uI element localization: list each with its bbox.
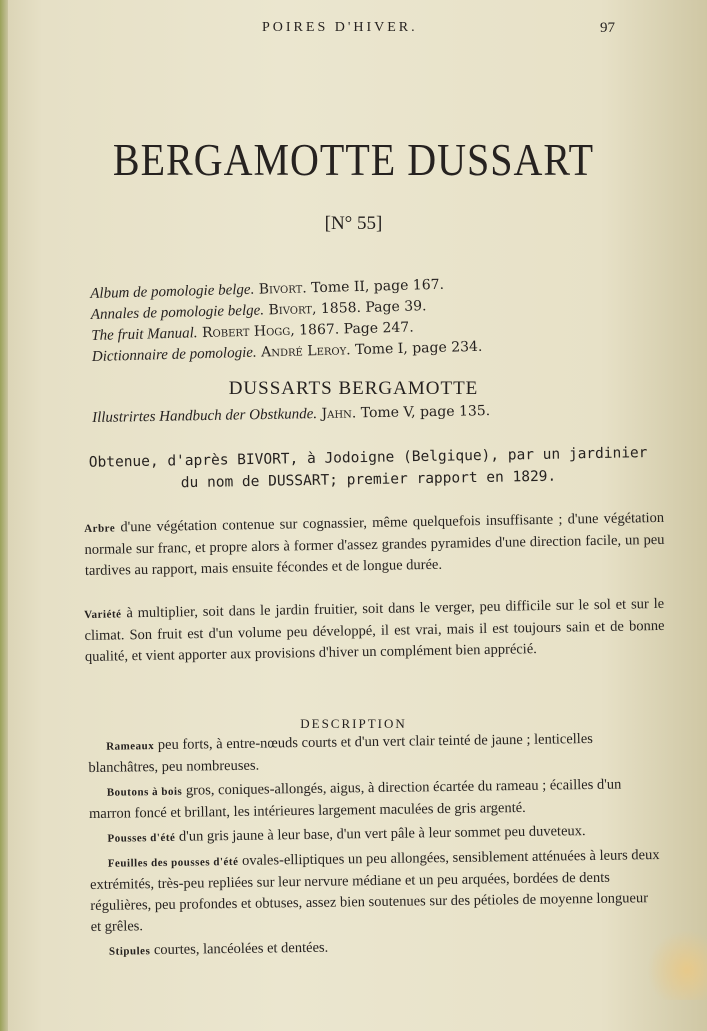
description-lead: Feuilles des pousses d'été <box>107 855 239 870</box>
reference-work: Annales de pomologie belge. <box>90 302 265 323</box>
page-number: 97 <box>600 20 615 36</box>
arbre-paragraph <box>84 508 665 582</box>
synonym-reference <box>92 403 490 427</box>
synonym-detail: Tome V, page 135. <box>360 403 491 422</box>
origin-note <box>78 442 659 496</box>
arbre-text: d'une végétation contenue sur cognassier, même quelquefois insuffisante ; d'une végétation normale sur franc, et propre alors à former d'assez grandes pyramides d'une direction facile, un peu tardives au rapport, mais ensuite fécondes et de longue durée. <box>84 509 665 579</box>
origin-line-1: Obtenue, d'après BIVORT, à Jodoigne (Belgique), par un jardinier <box>88 445 648 471</box>
description-lead: Stipules <box>108 945 151 958</box>
description-lead: Rameaux <box>106 740 155 753</box>
description-item <box>88 728 659 779</box>
reference-author: Robert Hogg, <box>201 322 295 342</box>
reference-detail: Tome I, page 234. <box>354 338 483 359</box>
description-item <box>91 933 661 963</box>
description-item <box>90 845 661 938</box>
synonym-work: Illustrirtes Handbuch der Obstkunde. <box>92 406 318 426</box>
description-section <box>88 728 661 966</box>
variete-text: à multiplier, soit dans le jardin fruitier, soit dans le verger, peu difficile sur le sol et sur le climat. Son fruit est d'un volume peu développé, il est vrai, mais il est toujours sain et de bonne qualité, et vient apporter aux provisions d'hiver un complément bien apprécié. <box>84 595 665 665</box>
reference-work: Album de pomologie belge. <box>90 281 255 302</box>
variety-title: BERGAMOTTE DUSSART <box>112 133 595 186</box>
page-stain <box>647 930 707 1000</box>
reference-work: Dictionnaire de pomologie. <box>91 344 257 365</box>
reference-detail: 1867. Page 247. <box>298 319 414 339</box>
description-lead: Pousses d'été <box>107 831 176 845</box>
references-list <box>90 269 652 368</box>
reference-author: Bivort, <box>268 301 317 319</box>
description-text: d'un gris jaune à leur base, d'un vert pâle à leur sommet peu duveteux. <box>178 823 586 845</box>
synonym-title: DUSSARTS BERGAMOTTE <box>228 378 479 399</box>
variete-lead: Variété <box>84 608 122 621</box>
description-text: courtes, lancéolées et dentées. <box>153 939 329 959</box>
description-lead: Boutons à bois <box>106 785 183 799</box>
description-text: peu forts, à entre-nœuds courts et d'un vert clair teinté de jaune ; lenticelles blanchâtres, peu nombreuses. <box>88 730 593 776</box>
description-heading: DESCRIPTION <box>300 716 407 731</box>
reference-author: Bivort. <box>258 280 307 298</box>
running-head <box>0 20 707 40</box>
arbre-lead: Arbre <box>84 522 116 535</box>
description-text: gros, coniques-allongés, aigus, à direction écartée du rameau ; écailles d'un marron foncé et brillant, les intérieures largement maculées de gris argenté. <box>88 776 622 822</box>
reference-work: The fruit Manual. <box>91 325 198 344</box>
description-text: ovales-elliptiques un peu allongées, sensiblement atténuées à leurs deux extrémités, très-peu repliées sur leur nervure médiane et un peu arquées, bordées de dents régulières, peu profondes et obtuses, assez bien soutenues sur des pétioles de moyenne longueur et grêles. <box>89 847 660 935</box>
description-item <box>89 774 660 825</box>
variety-number: [N° 55] <box>324 213 383 234</box>
origin-line-2: du nom de DUSSART; premier rapport en 1829. <box>180 468 557 492</box>
synonym-author: Jahn. <box>321 405 357 422</box>
running-head-title: POIRES D'HIVER. <box>262 20 418 35</box>
reference-detail: Tome II, page 167. <box>310 276 445 297</box>
reference-author: André Leroy. <box>260 342 351 361</box>
reference-detail: 1858. Page 39. <box>320 298 427 317</box>
variete-paragraph <box>84 594 665 668</box>
